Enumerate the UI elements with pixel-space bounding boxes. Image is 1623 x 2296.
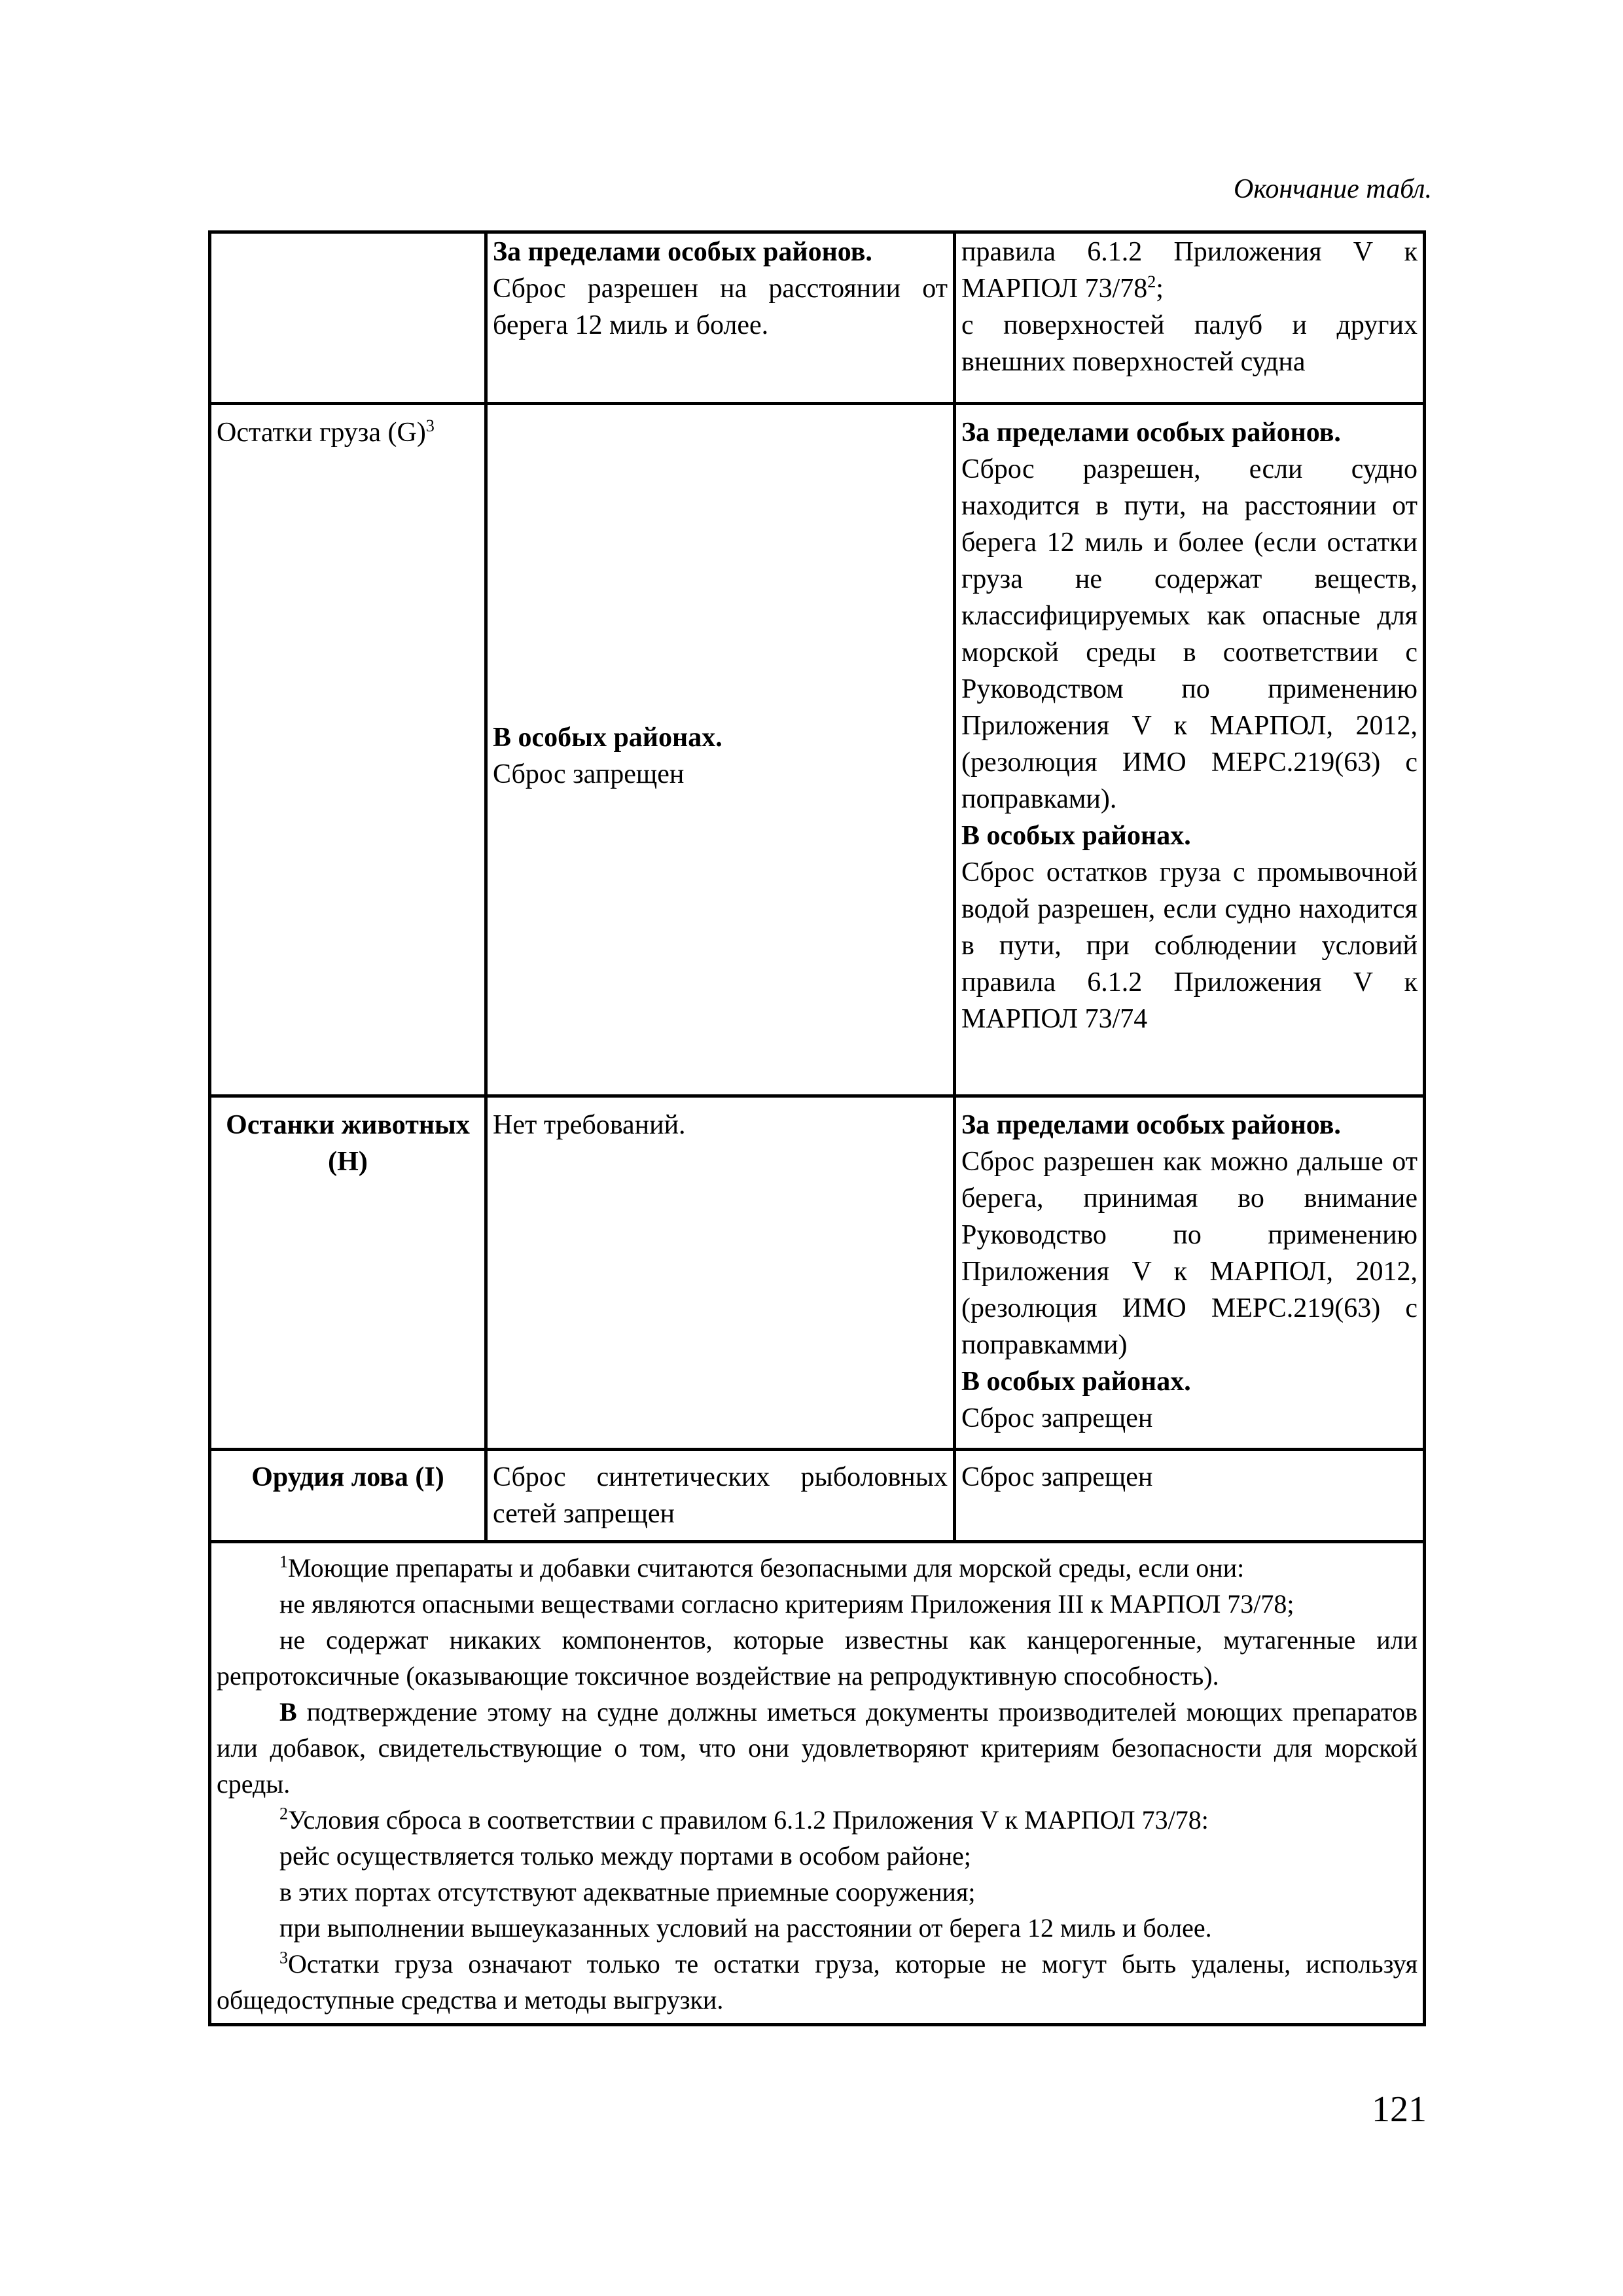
footnote-2-item-a: рейс осуществляется только между портами в особом районе; [279,1841,971,1871]
row1-col2-line2: берега 12 миль и более. [493,310,769,340]
row2-col2-heading: В особых районах. [493,723,722,753]
row2-col3-heading2: В особых районах. [961,821,1191,851]
row2-col3-heading1: За пределами особых районов. [961,418,1341,448]
row4-col3-cell: Сброс запрещен [955,1450,1425,1542]
row2-col3-text1: Сброс разрешен, если судно находится в пути, на расстоянии от берега 12 миль и более (если остатки груза не содержат веществ, классифицируемых как опасные для морской среды в соответствии с Руководством по применению Приложения V к МАРПОЛ, 2012, (резолюция ИМО МЕРС.219(63) с поправками). [961,454,1418,814]
row1-col3-cell [955,232,1425,404]
row2-col3-text2: Сброс остатков груза с промывочной водой разрешен, если судно находится в пути, при соблюдении условий правила 6.1.2 Приложения V к МАРПОЛ 73/74 [961,857,1418,1034]
footnote-2-item-b: в этих портах отсутствуют адекватные приемные сооружения; [279,1877,976,1907]
row1-col3-line1: правила 6.1.2 Приложения V к [961,237,1418,267]
footnote-1-item-b: не содержат никаких компонентов, которые известны как канцерогенные, мутагенные или репротоксичные (оказывающие токсичное воздействие на репродуктивную способность). [217,1625,1418,1691]
row3-col3-text1: Сброс разрешен как можно дальше от берега, принимая во внимание Руководство по применению Приложения V к МАРПОЛ, 2012, (резолюция ИМО МЕРС.219(63) с поправкамми) [961,1147,1418,1360]
row3-category-cell: Останки животных (H) [210,1096,486,1450]
footnote-1-item-a: не являются опасными веществами согласно критериям Приложения III к МАРПОЛ 73/78; [279,1589,1294,1619]
row1-col2-cell [486,232,955,404]
footnote-2-item-c: при выполнении вышеуказанных условий на расстоянии от берега 12 миль и более. [279,1913,1212,1943]
regulations-table [208,230,1426,2026]
row2-category-cell: Остатки груза $(G)^3$ [210,404,486,1096]
row3-col3-heading2: В особых районах. [961,1367,1191,1397]
row3-col2-cell: Нет требований. [486,1096,955,1450]
row4-col2-cell: Сброс синтетических рыболовных сетей запрещен [486,1450,955,1542]
footnotes-cell [210,1542,1425,2025]
row1-col2-heading: За пределами особых районов. [493,237,872,267]
page-number: 121 [1372,2089,1427,2130]
row1-col3-line2: МАРПОЛ $73/78^2$; [961,272,1164,304]
row1-col3-line4: внешних поверхностей судна [961,347,1306,377]
row3-col3-text2: Сброс запрещен [961,1403,1153,1433]
footnote-1: $^1$Моющие препараты и добавки считаются безопасными для морской среды, если они: [279,1552,1245,1583]
row3-col3-heading1: За пределами особых районов. [961,1110,1341,1140]
row1-col2-line1: Сброс разрешен на расстоянии от [493,274,948,304]
row2-col2-cell [486,404,955,1096]
footnote-2: $^2$Условия сброса в соответствии с правилом 6.1.2 Приложения V к МАРПОЛ 73/78: [279,1804,1209,1835]
footnote-1-item-c: В подтверждение этому на судне должны иметься документы производителей моющих препаратов или добавок, свидетельствующие о том, что они удовлетворяют критериям безопасности для морской среды. [217,1697,1418,1799]
table-row [210,404,1425,1096]
row4-category-cell: Орудия лова (I) [210,1450,486,1542]
row1-category-cell [210,232,486,404]
table-caption: Окончание табл. [1234,174,1432,204]
row3-col3-cell [955,1096,1425,1450]
row2-col3-cell [955,404,1425,1096]
table-row [210,1542,1425,2025]
row1-col3-line3: с поверхностей палуб и других [961,310,1418,340]
footnote-ref-3: 3 [425,416,435,435]
row2-col2-text: Сброс запрещен [493,759,685,789]
table-row [210,1096,1425,1450]
table-row [210,1450,1425,1542]
table-row [210,232,1425,404]
footnote-ref-2: 2 [1147,272,1156,291]
footnote-3: $^3$Остатки груза означают только те остатки груза, которые не могут быть удалены, используя общедоступные средства и методы выгрузки. [217,1948,1418,2015]
